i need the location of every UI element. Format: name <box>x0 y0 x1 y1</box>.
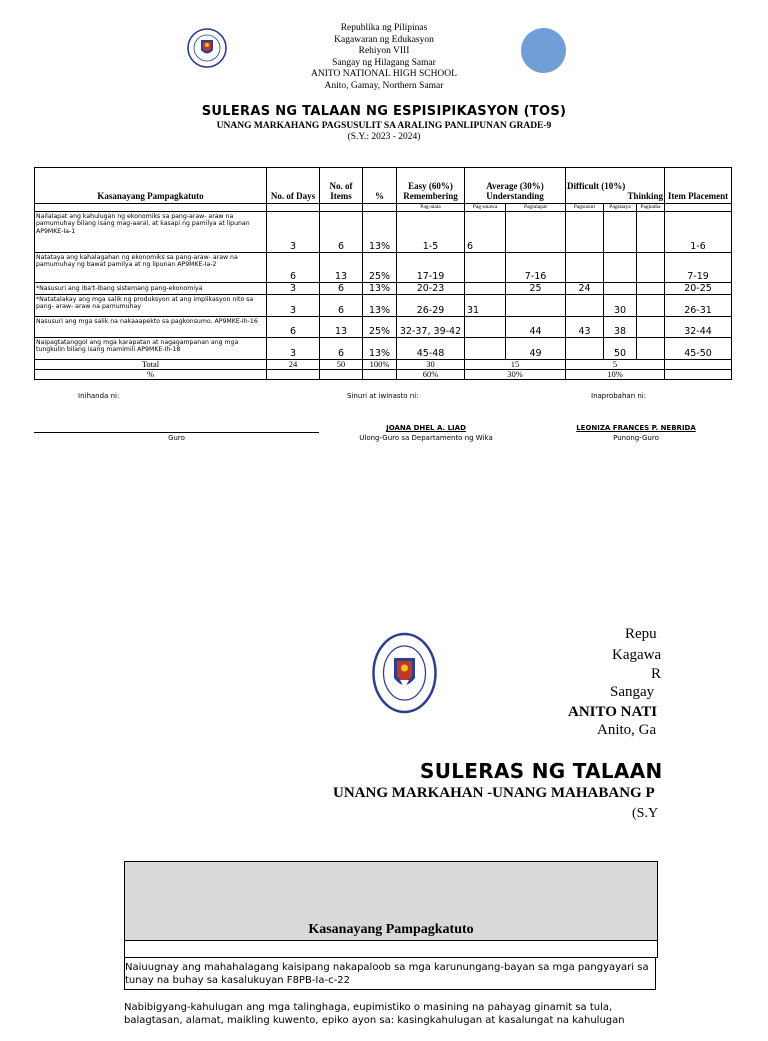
page2-line-4: Sangay <box>610 684 655 700</box>
placement-cell: 7-19 <box>665 253 732 283</box>
items-cell: 13 <box>320 253 363 283</box>
days-cell: 3 <box>267 283 320 295</box>
days-cell: 3 <box>267 338 320 360</box>
pagtataya-cell: 30 <box>604 295 637 317</box>
pag-unawa-cell: 31 <box>465 295 506 317</box>
approved-by-label: Inaprobahan ni: <box>591 392 647 400</box>
page2-school-year: (S.Y <box>632 806 659 821</box>
header-line-1: Republika ng Pilipinas <box>340 23 428 33</box>
percent-cell: 13% <box>363 338 397 360</box>
total-difficult: 5 <box>566 360 665 370</box>
paglalapat-cell: 7-16 <box>506 253 566 283</box>
document-title: SULERAS NG TALAAN NG ESPISIPIKASYON (TOS) <box>201 104 567 119</box>
percent-cell: 25% <box>363 317 397 338</box>
days-cell: 3 <box>267 212 320 253</box>
page2-header-label: Kasanayang Pampagkatuto <box>308 922 474 937</box>
remembering-cell: 20-23 <box>397 283 465 295</box>
pagtataya-cell: 38 <box>604 317 637 338</box>
items-cell: 6 <box>320 283 363 295</box>
total-days: 24 <box>267 360 320 370</box>
remembering-cell: 26-29 <box>397 295 465 317</box>
school-address: Anito, Gamay, Northern Samar <box>324 81 444 91</box>
prepared-by-label: Inihanda ni: <box>78 392 120 400</box>
header-average-label: Average (30%) <box>486 181 544 191</box>
days-cell: 3 <box>267 295 320 317</box>
header-difficult-sub: Thinking <box>627 191 664 201</box>
percent-cell: 13% <box>363 212 397 253</box>
school-name: ANITO NATIONAL HIGH SCHOOL <box>311 69 457 79</box>
page2-subtitle: UNANG MARKAHAN -UNANG MAHABANG P <box>333 785 655 801</box>
paglalapat-cell: 49 <box>506 338 566 360</box>
percent-cell: 13% <box>363 295 397 317</box>
total-items: 50 <box>320 360 363 370</box>
header-easy-label: Easy (60%) <box>408 181 453 191</box>
days-cell: 6 <box>267 253 320 283</box>
items-cell: 6 <box>320 295 363 317</box>
page2-title: SULERAS NG TALAAN <box>420 759 663 783</box>
days-cell: 6 <box>267 317 320 338</box>
approved-by-role: Punong-Guro <box>613 434 659 442</box>
paglalapat-cell: 25 <box>506 283 566 295</box>
competency-cell: Nasusuri ang mga salik na nakaaapekto sa pagkonsumo. AP9MKE-Ih-16 <box>35 317 267 338</box>
page2-line-3: R <box>651 666 662 682</box>
header-line-3: Rehiyon VIII <box>358 46 410 56</box>
header-percent: % <box>363 168 397 204</box>
remembering-cell: 17-19 <box>397 253 465 283</box>
subheader-paglalapat: Paglalapat <box>506 204 566 212</box>
pct-easy: 60% <box>397 370 465 380</box>
pagsusuri-cell: 24 <box>566 283 604 295</box>
checked-by-name: JOANA DHEL A. LIAD <box>386 424 466 432</box>
pag-unawa-cell: 6 <box>465 212 506 253</box>
header-line-2: Kagawaran ng Edukasyon <box>334 35 434 45</box>
competency-cell: Nailalapat ang kahulugan ng ekonomiks sa pang-araw- araw na pamumuhay bilang isang mag-aaral, at kasapi ng pamilya at lipunan AP9MKE-Ia-1 <box>35 212 267 253</box>
placement-cell: 20-25 <box>665 283 732 295</box>
header-days: No. of Days <box>267 168 320 204</box>
competency-cell: *Nasusuri ang iba't-ibang sistemang pang-ekonomiya <box>35 283 267 295</box>
header-placement: Item Placement <box>665 168 732 204</box>
pct-label: % <box>35 370 267 380</box>
remembering-cell: 32-37, 39-42 <box>397 317 465 338</box>
paglalapat-cell: 44 <box>506 317 566 338</box>
approved-by-name: LEONIZA FRANCES P. NEBRIDA <box>576 424 696 432</box>
placement-cell: 26-31 <box>665 295 732 317</box>
percent-cell: 13% <box>363 283 397 295</box>
subheader-pagkatha: Pagkatha <box>637 204 665 212</box>
items-cell: 13 <box>320 317 363 338</box>
remembering-cell: 1-5 <box>397 212 465 253</box>
school-year: (S.Y.: 2023 - 2024) <box>347 132 421 142</box>
page2-blank-row <box>124 939 658 958</box>
page2-school: ANITO NATI <box>568 704 658 720</box>
header-easy-sub: Remembering <box>403 191 458 201</box>
pagsusuri-cell: 43 <box>566 317 604 338</box>
total-easy: 30 <box>397 360 465 370</box>
checked-by-role: Ulong-Guro sa Departamento ng Wika <box>359 434 493 442</box>
items-cell: 6 <box>320 338 363 360</box>
header-competency: Kasanayang Pampagkatuto <box>35 168 267 204</box>
subheader-pagtataya: Pagtataya <box>604 204 637 212</box>
remembering-cell: 45-48 <box>397 338 465 360</box>
items-cell: 6 <box>320 212 363 253</box>
total-average: 15 <box>465 360 566 370</box>
subheader-pagsusuri: Pagsusuri <box>566 204 604 212</box>
percent-cell: 25% <box>363 253 397 283</box>
competency-cell: Naipagtatanggol ang mga karapatan at nagagampanan ang mga tungkulin bilang isang mamimili AP9MKE-Ih-18 <box>35 338 267 360</box>
subheader-pag-alala: Pag-alala <box>397 204 465 212</box>
header-line-4: Sangay ng Hilagang Samar <box>332 58 436 68</box>
competency-cell: Natataya ang kahalagahan ng ekonomiks sa pang-araw- araw na pamumuhay ng bawat pamilya at ng lipunan AP9MKE-Ia-2 <box>35 253 267 283</box>
total-label: Total <box>35 360 267 370</box>
page2-row-1: Naiuugnay ang mahahalagang kaisipang nakapaloob sa mga karunungang-bayan sa mga pangyayari sa tunay na buhay sa kasalukuyan F8PB-Ia-c-22 <box>124 958 656 990</box>
pagtataya-cell: 50 <box>604 338 637 360</box>
page2-line-2: Kagawa <box>612 647 662 663</box>
competency-cell: *Natatalakay ang mga salik ng produksyon at ang implikasyon nito sa pang- araw- araw na pamumuhay <box>35 295 267 317</box>
document-subtitle: UNANG MARKAHANG PAGSUSULIT SA ARALING PANLIPUNAN GRADE-9 <box>216 121 552 131</box>
page2-line-1: Repu <box>625 626 657 642</box>
pct-difficult: 10% <box>566 370 665 380</box>
page2-table-header <box>124 861 658 941</box>
placement-cell: 1-6 <box>665 212 732 253</box>
header-items: No. of Items <box>320 168 363 204</box>
checked-by-label: Sinuri at iwinasto ni: <box>347 392 419 400</box>
header-average-sub: Understanding <box>486 191 544 201</box>
total-percent: 100% <box>363 360 397 370</box>
page2-row-2: Nabibigyang-kahulugan ang mga talinghaga, eupimistiko o masining na pahayag ginamit sa tula, balagtasan, alamat, maikling kuwento, epiko ayon sa: kasingkahulugan at kasalungat na kahulugan <box>124 1002 625 1026</box>
placement-cell: 45-50 <box>665 338 732 360</box>
pct-average: 30% <box>465 370 566 380</box>
placement-cell: 32-44 <box>665 317 732 338</box>
subheader-pag-unawa: Pag-unawa <box>465 204 506 212</box>
prepared-by-role: Guro <box>168 434 185 442</box>
header-difficult-label: Difficult (10%) <box>567 181 626 191</box>
page2-address: Anito, Ga <box>597 722 657 738</box>
